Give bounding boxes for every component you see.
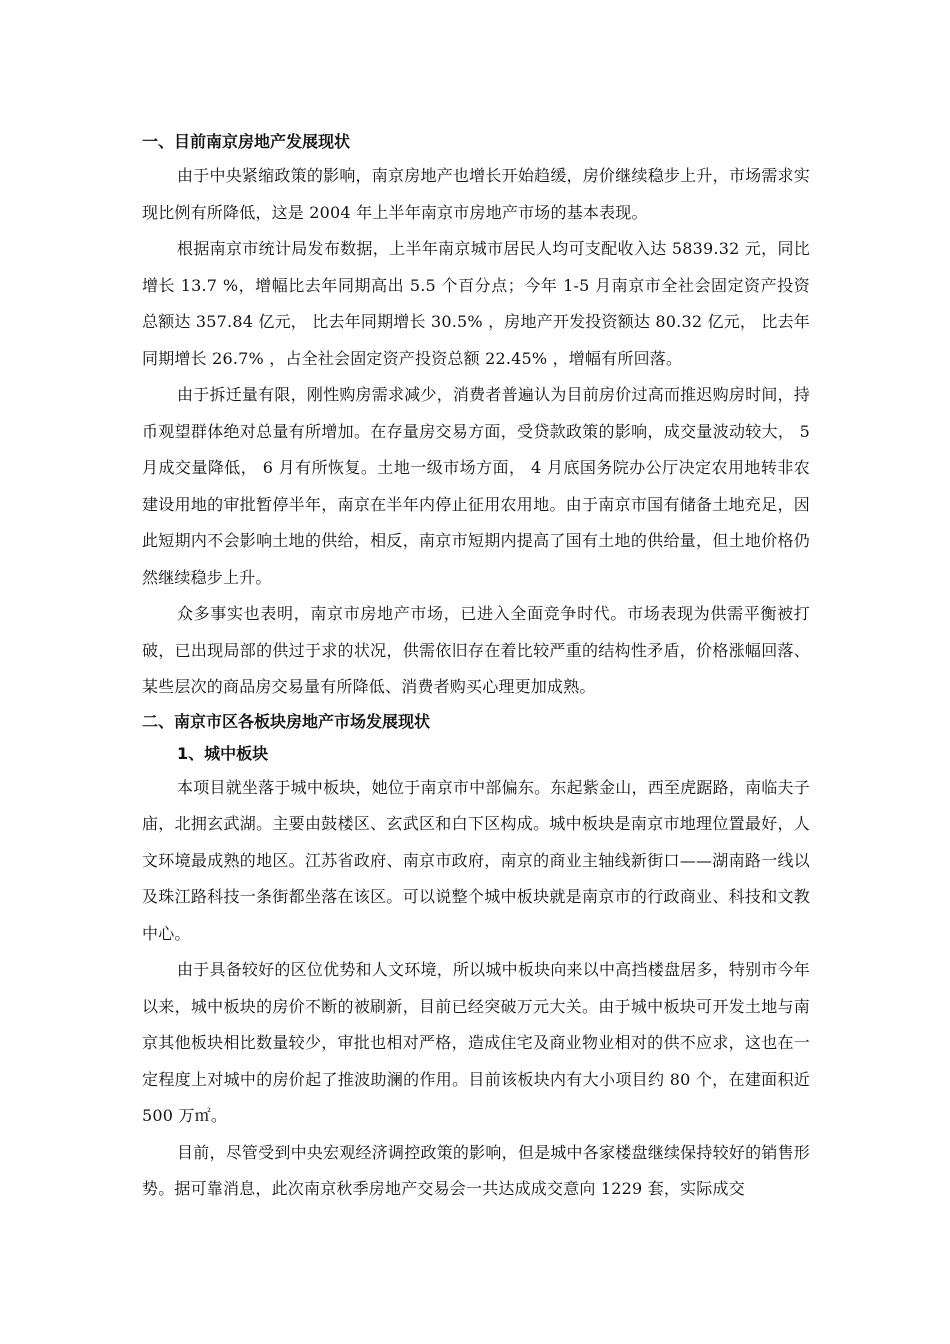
paragraph: 目前，尽管受到中央宏观经济调控政策的影响，但是城中各家楼盘继续保持较好的销售形势。据可靠消息，此次南京秋季房地产交易会一共达成成交意向 1229 套，实际成交 xyxy=(142,1142,810,1198)
paragraph: 由于中央紧缩政策的影响，南京房地产也增长开始趋缓，房价继续稳步上升，市场需求实现比例有所降低，这是 2004 年上半年南京市房地产市场的基本表现。 xyxy=(142,166,810,222)
section-heading-current-status: 一、目前南京房地产发展现状 xyxy=(142,132,351,151)
paragraph: 本项目就坐落于城中板块，她位于南京市中部偏东。东起紫金山，西至虎踞路，南临夫子庙，北拥玄武湖。主要由鼓楼区、玄武区和白下区构成。城中板块是南京市地理位置最好，人文环境最成熟的地区。江苏省政府、南京市政府，南京的商业主轴线新街口——湖南路一线以及珠江路科技一条街都坐落在该区。可以说整个城中板块就是南京市的行政商业、科技和文教中心。 xyxy=(142,777,810,943)
document-body xyxy=(142,126,810,1208)
paragraph: 根据南京市统计局发布数据，上半年南京城市居民人均可支配收入达 5839.32 元，同比增长 13.7 %，增幅比去年同期高出 5.5 个百分点；今年 1-5 月南京市全社会固定资产投资总额达 357.84 亿元， 比去年同期增长 30.5% ，房地产开发投资额达 80.32 亿元， 比去年同期增长 26.7% ，占全社会固定资产投资总额 22.45% ，增幅有所回落。 xyxy=(142,239,810,368)
subsection-heading-city-center: 1、城中板块 xyxy=(177,743,269,763)
paragraph: 众多事实也表明，南京市房地产市场，已进入全面竞争时代。市场表现为供需平衡被打破，已出现局部的供过于求的状况，供需依旧存在着比较严重的结构性矛盾，价格涨幅回落、某些层次的商品房交易量有所降低、消费者购买心理更加成熟。 xyxy=(142,604,810,696)
paragraph: 由于具备较好的区位优势和人文环境，所以城中板块向来以中高挡楼盘居多，特别市今年以来，城中板块的房价不断的被刷新，目前已经突破万元大关。由于城中板块可开发土地与南京其他板块相比数量较少，审批也相对严格，造成住宅及商业物业相对的供不应求，这也在一定程度上对城中的房价起了推波助澜的作用。目前该板块内有大小项目约 80 个，在建面积近 500 万㎡。 xyxy=(142,960,810,1125)
section-heading-district-status: 二、南京市区各板块房地产市场发展现状 xyxy=(142,711,431,731)
paragraph: 由于拆迁量有限，刚性购房需求减少，消费者普遍认为目前房价过高而推迟购房时间，持币观望群体绝对总量有所增加。在存量房交易方面，受贷款政策的影响，成交量波动较大， 5 月成交量降低， 6 月有所恢复。土地一级市场方面， 4 月底国务院办公厅决定农用地转非农建设用地的审批暂停半年，南京在半年内停止征用农用地。由于南京市国有储备土地充足，因此短期内不会影响土地的供给，相反，南京市短期内提高了国有土地的供给量，但土地价格仍然继续稳步上升。 xyxy=(142,385,810,587)
